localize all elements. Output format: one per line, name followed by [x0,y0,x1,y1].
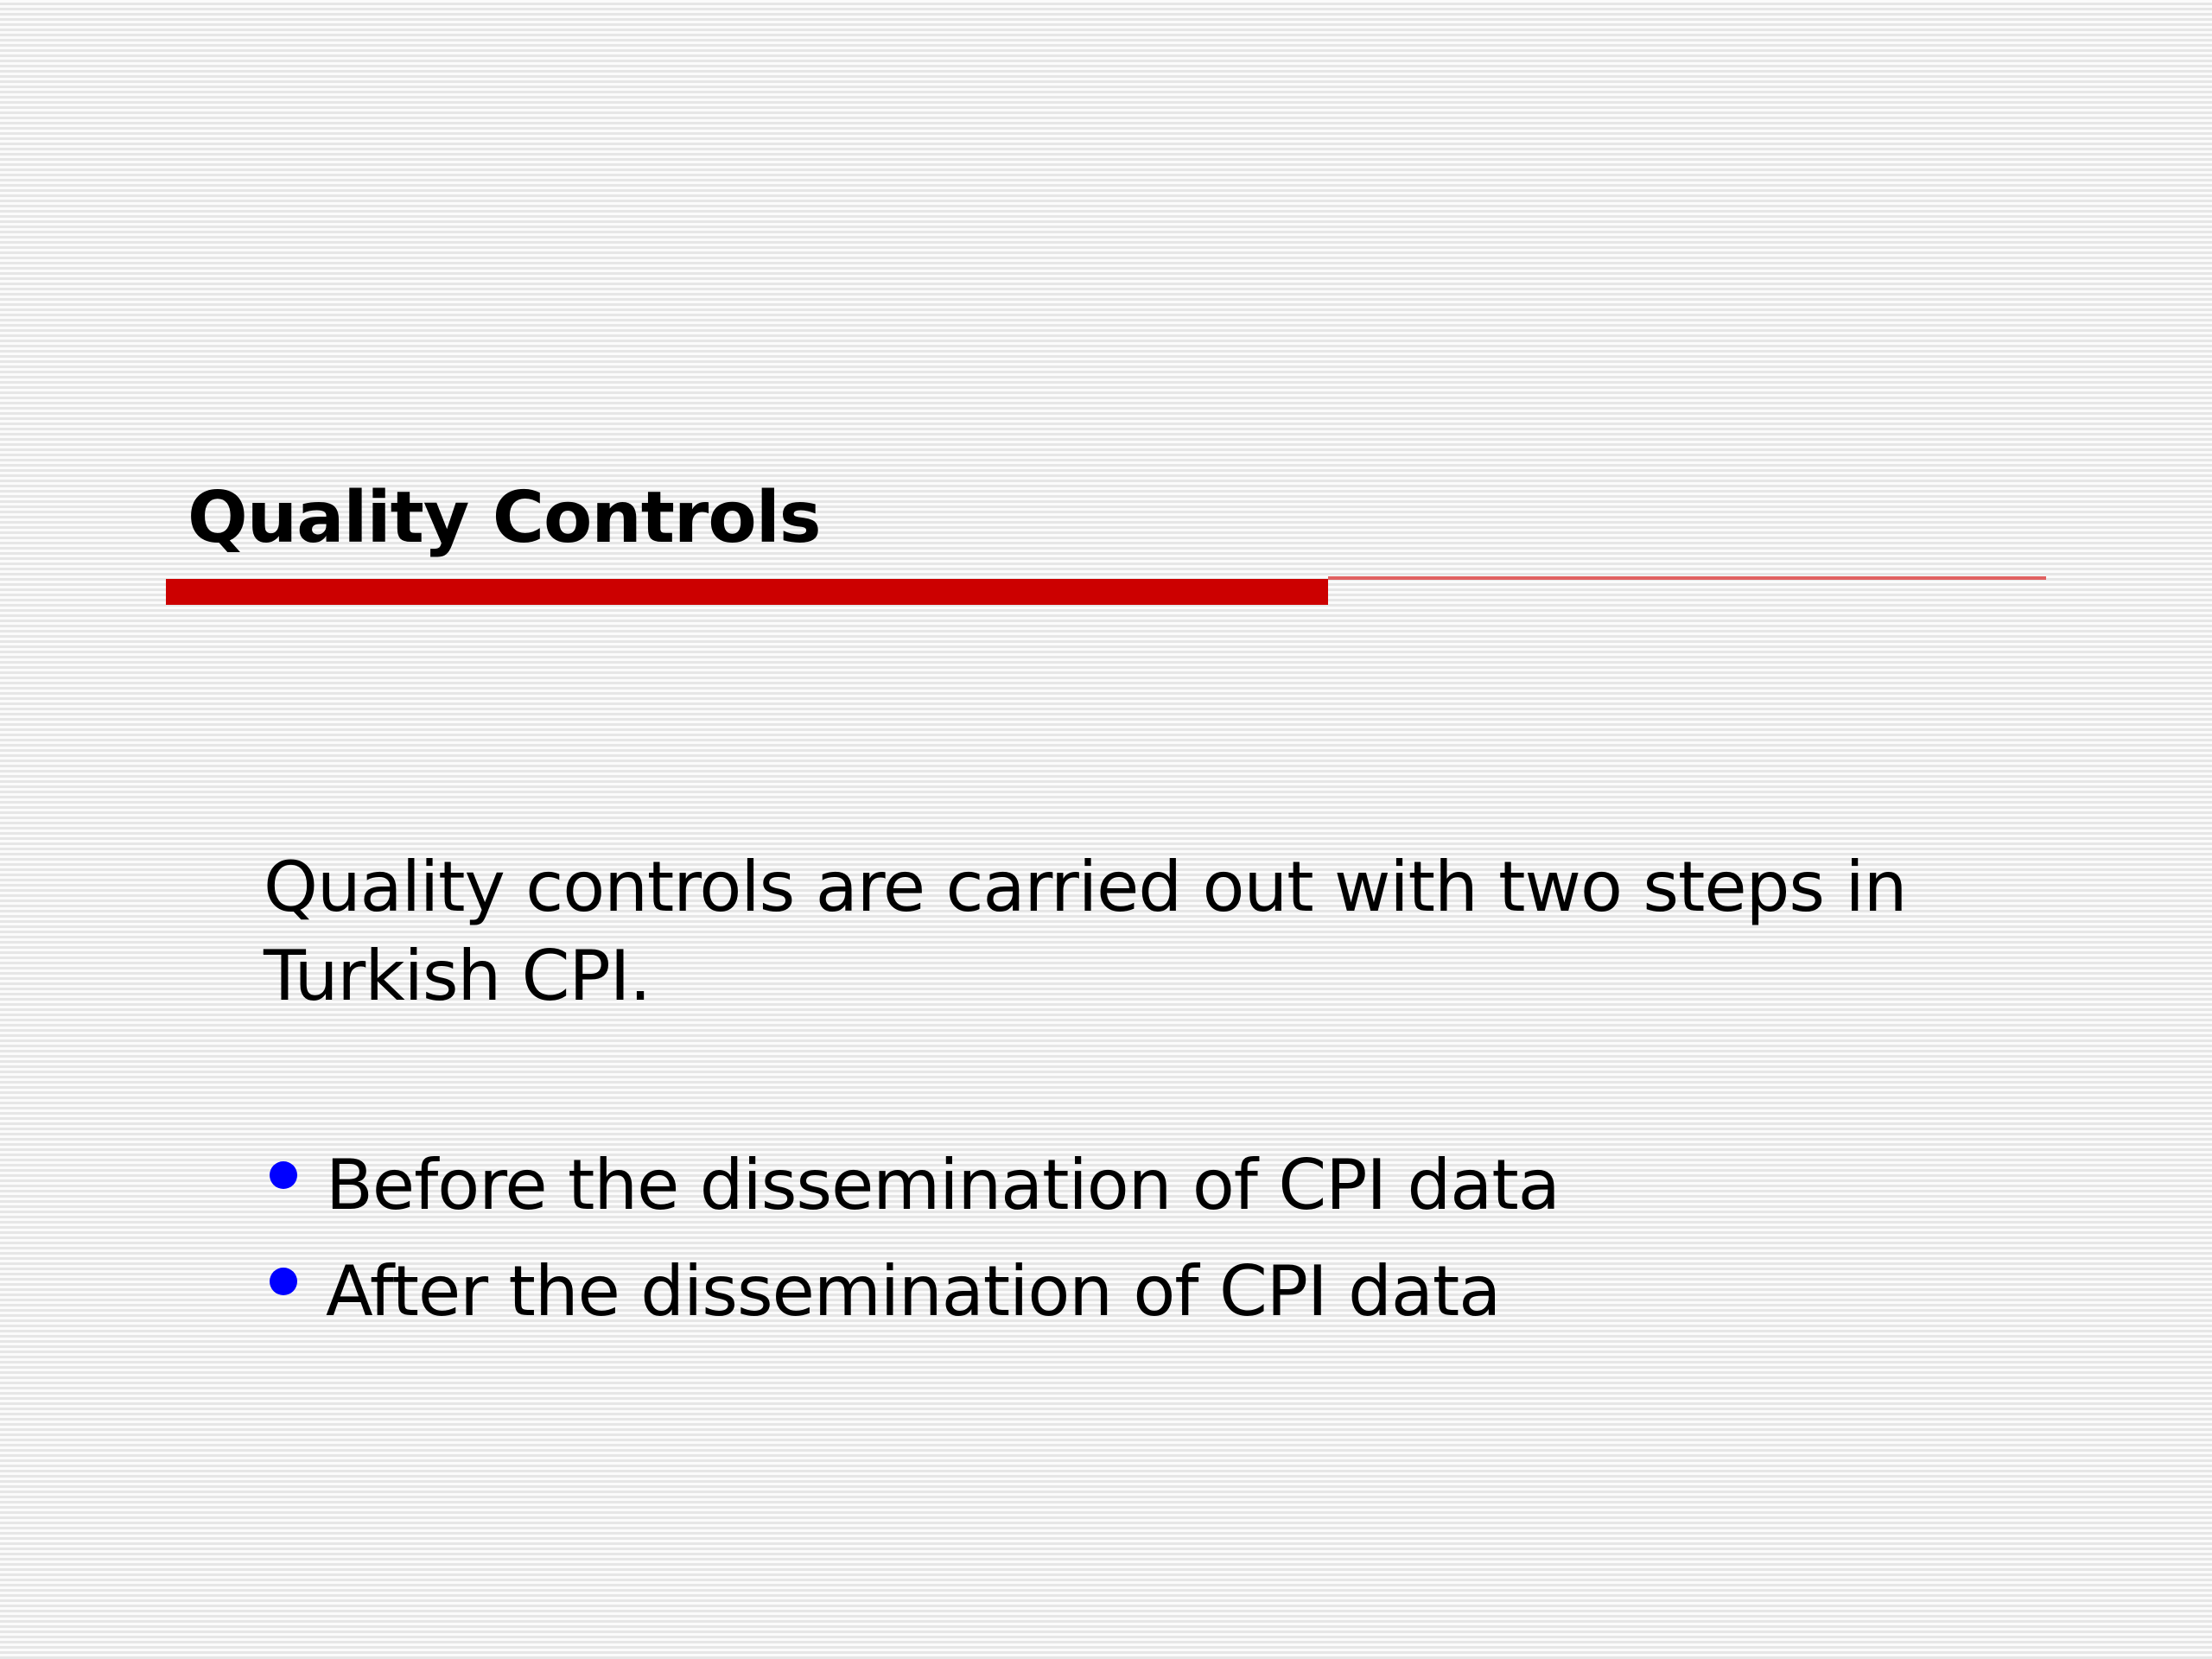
intro-text: Quality controls are carried out with two steps in Turkish CPI. [264,847,1907,1016]
title-underline-thick [166,579,1328,605]
bullet-text: After the dissemination of CPI data [326,1251,1501,1332]
bullet-dot-icon [270,1161,297,1189]
slide-title: Quality Controls [188,477,821,559]
list-item [264,1141,1560,1247]
bullet-dot-icon [270,1268,297,1295]
bullet-text: Before the dissemination of CPI data [326,1145,1560,1225]
title-underline-thin [1328,576,2046,580]
list-item [264,1247,1560,1353]
bullet-list [264,1141,1560,1353]
